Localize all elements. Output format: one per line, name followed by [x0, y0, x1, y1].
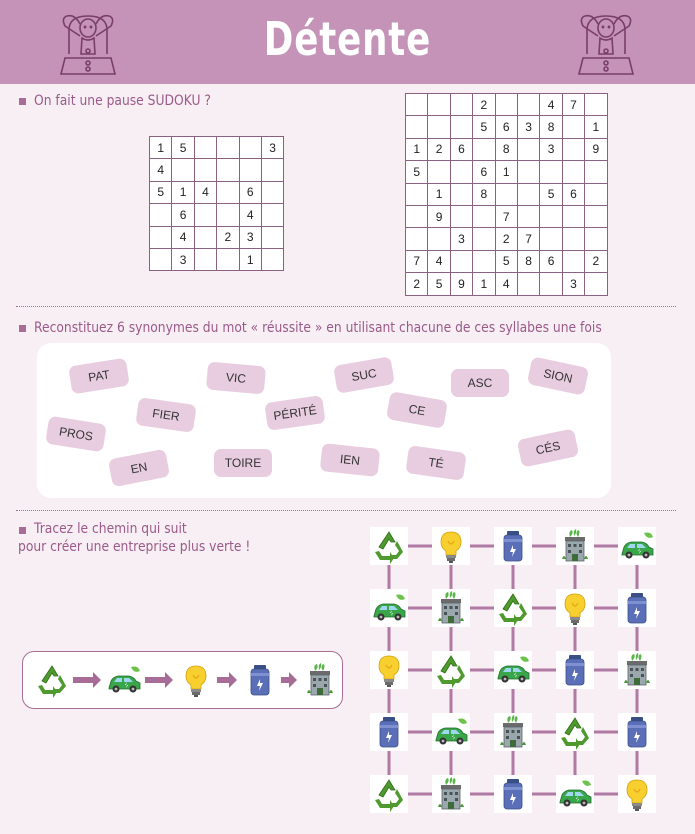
- syllable-tile[interactable]: ASC: [451, 369, 509, 397]
- sudoku-row: [406, 183, 608, 205]
- sudoku-empty-cell[interactable]: [562, 138, 584, 160]
- relaxing-person-icon: [573, 6, 639, 82]
- sudoku-empty-cell[interactable]: [217, 137, 239, 159]
- section-bullet: [19, 527, 26, 534]
- section-bullet: [19, 325, 26, 332]
- sudoku-empty-cell[interactable]: [450, 116, 472, 138]
- sudoku-empty-cell[interactable]: [517, 161, 539, 183]
- sudoku-given-cell: 8: [517, 250, 539, 272]
- right-arrow-icon: [281, 672, 297, 688]
- sudoku-empty-cell[interactable]: [217, 204, 239, 226]
- sudoku-row: [406, 161, 608, 183]
- sudoku-given-cell: 5: [406, 161, 428, 183]
- sudoku-empty-cell[interactable]: [150, 226, 172, 248]
- sudoku-empty-cell[interactable]: [450, 250, 472, 272]
- sudoku-given-cell: 4: [239, 204, 261, 226]
- syllable-tile[interactable]: CÉS: [517, 428, 580, 467]
- battery-icon: [380, 717, 398, 747]
- syllable-tile[interactable]: PROS: [45, 416, 107, 453]
- syllable-tile[interactable]: PÉRITÉ: [264, 395, 325, 431]
- sudoku-given-cell: 3: [172, 248, 194, 270]
- sudoku-empty-cell[interactable]: [450, 183, 472, 205]
- battery-icon: [628, 593, 646, 623]
- sudoku-given-cell: 5: [540, 183, 562, 205]
- sudoku-given-cell: 2: [585, 250, 607, 272]
- sudoku-given-cell: 2: [406, 273, 428, 295]
- path-sequence-legend: [22, 651, 343, 709]
- sudoku-row: [150, 181, 284, 203]
- sudoku-row: [406, 138, 608, 160]
- sudoku-empty-cell[interactable]: [473, 138, 495, 160]
- sudoku-empty-cell[interactable]: [517, 273, 539, 295]
- syllable-tile[interactable]: CE: [386, 391, 448, 429]
- sudoku-empty-cell[interactable]: [585, 161, 607, 183]
- sudoku-given-cell: 8: [495, 138, 517, 160]
- sudoku-empty-cell[interactable]: [261, 159, 283, 181]
- sudoku-empty-cell[interactable]: [261, 181, 283, 203]
- sudoku-empty-cell[interactable]: [540, 228, 562, 250]
- sudoku-given-cell: 7: [562, 94, 584, 116]
- battery-icon: [504, 531, 522, 561]
- sudoku-row: [150, 226, 284, 248]
- sudoku-given-cell: 9: [585, 138, 607, 160]
- sudoku-given-cell: 1: [495, 161, 517, 183]
- sudoku-empty-cell[interactable]: [406, 228, 428, 250]
- sudoku-given-cell: 2: [495, 228, 517, 250]
- sudoku-given-cell: 3: [239, 226, 261, 248]
- sudoku-empty-cell[interactable]: [194, 137, 216, 159]
- sudoku-given-cell: 3: [517, 116, 539, 138]
- header-banner: [0, 0, 695, 84]
- syllable-tile[interactable]: PAT: [68, 358, 130, 395]
- sudoku-given-cell: 7: [517, 228, 539, 250]
- sudoku-given-cell: 5: [150, 181, 172, 203]
- sudoku-empty-cell[interactable]: [428, 161, 450, 183]
- sudoku-given-cell: 1: [585, 116, 607, 138]
- sudoku-given-cell: 3: [540, 138, 562, 160]
- battery-icon: [251, 665, 269, 695]
- sudoku-given-cell: 6: [239, 181, 261, 203]
- sudoku-empty-cell[interactable]: [406, 116, 428, 138]
- syllable-tile[interactable]: VIC: [206, 362, 266, 395]
- sudoku-given-cell: 4: [540, 94, 562, 116]
- sudoku-empty-cell[interactable]: [428, 228, 450, 250]
- syllables-box: [37, 343, 611, 498]
- sudoku-row: [406, 250, 608, 272]
- sudoku-given-cell: 2: [473, 94, 495, 116]
- sudoku-empty-cell[interactable]: [150, 204, 172, 226]
- sudoku-empty-cell[interactable]: [428, 94, 450, 116]
- sudoku-empty-cell[interactable]: [261, 248, 283, 270]
- sudoku-given-cell: 1: [406, 138, 428, 160]
- sudoku-given-cell: 5: [473, 116, 495, 138]
- synonyms-section-title: Reconstituez 6 synonymes du mot « réussite » en utilisant chacune de ces syllabes une fois: [34, 320, 602, 336]
- sudoku-empty-cell[interactable]: [261, 226, 283, 248]
- battery-icon: [566, 655, 584, 685]
- sudoku-empty-cell[interactable]: [217, 159, 239, 181]
- recycle-icon: [38, 666, 66, 698]
- sudoku-empty-cell[interactable]: [217, 248, 239, 270]
- sudoku-given-cell: 6: [562, 183, 584, 205]
- dotted-separator: [16, 306, 676, 307]
- dotted-separator: [16, 510, 676, 511]
- sudoku-row: [150, 137, 284, 159]
- sudoku-given-cell: 7: [495, 205, 517, 227]
- syllable-tile[interactable]: IEN: [320, 443, 381, 477]
- sudoku-row: [406, 116, 608, 138]
- sudoku-empty-cell[interactable]: [172, 159, 194, 181]
- sudoku-given-cell: 6: [473, 161, 495, 183]
- sudoku-given-cell: 3: [261, 137, 283, 159]
- sudoku-empty-cell[interactable]: [239, 159, 261, 181]
- sudoku-empty-cell[interactable]: [562, 228, 584, 250]
- sudoku-empty-cell[interactable]: [406, 183, 428, 205]
- sudoku-given-cell: 2: [428, 138, 450, 160]
- sudoku-given-cell: 1: [239, 248, 261, 270]
- sudoku-row: [406, 228, 608, 250]
- right-arrow-icon: [145, 672, 173, 688]
- sudoku-empty-cell[interactable]: [585, 183, 607, 205]
- sudoku-empty-cell[interactable]: [239, 137, 261, 159]
- sudoku-empty-cell[interactable]: [194, 204, 216, 226]
- sudoku-empty-cell[interactable]: [473, 205, 495, 227]
- bulb-icon: [186, 666, 206, 697]
- sudoku-empty-cell[interactable]: [562, 250, 584, 272]
- sudoku-empty-cell[interactable]: [194, 248, 216, 270]
- sudoku-given-cell: 4: [428, 250, 450, 272]
- sequence-row: [23, 652, 342, 708]
- sudoku-empty-cell[interactable]: [261, 204, 283, 226]
- sudoku-empty-cell[interactable]: [406, 94, 428, 116]
- syllable-tile[interactable]: FIER: [135, 397, 196, 433]
- sudoku-given-cell: 8: [473, 183, 495, 205]
- sudoku-given-cell: 3: [562, 273, 584, 295]
- sudoku-empty-cell[interactable]: [495, 94, 517, 116]
- sudoku-given-cell: 9: [450, 273, 472, 295]
- section-bullet: [19, 98, 26, 105]
- sudoku-empty-cell[interactable]: [473, 228, 495, 250]
- sudoku-empty-cell[interactable]: [517, 183, 539, 205]
- sudoku-large-grid: [405, 93, 608, 296]
- sudoku-empty-cell[interactable]: [406, 205, 428, 227]
- syllable-tile[interactable]: EN: [108, 449, 170, 488]
- battery-icon: [504, 779, 522, 809]
- electric-car-icon: [109, 667, 140, 693]
- syllable-tile[interactable]: TÉ: [405, 445, 466, 481]
- syllable-tile[interactable]: TOIRE: [214, 449, 272, 477]
- path-section-title-line2: pour créer une entreprise plus verte !: [18, 539, 251, 555]
- sudoku-empty-cell[interactable]: [540, 273, 562, 295]
- sudoku-row: [406, 94, 608, 116]
- sudoku-section-title: On fait une pause SUDOKU ?: [34, 93, 211, 109]
- sudoku-empty-cell[interactable]: [517, 94, 539, 116]
- sudoku-empty-cell[interactable]: [517, 205, 539, 227]
- sudoku-given-cell: 5: [172, 137, 194, 159]
- sudoku-given-cell: 6: [172, 204, 194, 226]
- sudoku-empty-cell[interactable]: [194, 159, 216, 181]
- sudoku-given-cell: 6: [540, 250, 562, 272]
- sudoku-empty-cell[interactable]: [562, 116, 584, 138]
- sudoku-empty-cell[interactable]: [585, 273, 607, 295]
- right-arrow-icon: [217, 672, 237, 688]
- sudoku-given-cell: 3: [450, 228, 472, 250]
- sudoku-given-cell: 1: [150, 137, 172, 159]
- path-section-title-line1: Tracez le chemin qui suit: [34, 521, 187, 537]
- sudoku-given-cell: 1: [172, 181, 194, 203]
- sudoku-given-cell: 4: [194, 181, 216, 203]
- sudoku-empty-cell[interactable]: [540, 205, 562, 227]
- sudoku-given-cell: 5: [495, 250, 517, 272]
- sudoku-empty-cell[interactable]: [585, 94, 607, 116]
- sudoku-given-cell: 4: [495, 273, 517, 295]
- right-arrow-icon: [73, 672, 101, 688]
- sudoku-empty-cell[interactable]: [585, 205, 607, 227]
- sudoku-empty-cell[interactable]: [562, 205, 584, 227]
- sudoku-given-cell: 4: [150, 159, 172, 181]
- sudoku-given-cell: 6: [450, 138, 472, 160]
- sudoku-empty-cell[interactable]: [585, 228, 607, 250]
- sudoku-empty-cell[interactable]: [540, 161, 562, 183]
- sudoku-row: [150, 248, 284, 270]
- sudoku-empty-cell[interactable]: [517, 138, 539, 160]
- sudoku-row: [150, 204, 284, 226]
- sudoku-given-cell: 1: [473, 273, 495, 295]
- sudoku-row: [406, 273, 608, 295]
- sudoku-empty-cell[interactable]: [150, 248, 172, 270]
- sudoku-given-cell: 5: [428, 273, 450, 295]
- sudoku-given-cell: 4: [172, 226, 194, 248]
- sudoku-empty-cell[interactable]: [562, 161, 584, 183]
- sudoku-given-cell: 6: [495, 116, 517, 138]
- sudoku-empty-cell[interactable]: [495, 183, 517, 205]
- sudoku-given-cell: 8: [540, 116, 562, 138]
- syllable-tile[interactable]: SION: [527, 356, 590, 395]
- syllable-tile[interactable]: SUC: [333, 356, 395, 394]
- sudoku-empty-cell[interactable]: [217, 181, 239, 203]
- sudoku-given-cell: 7: [406, 250, 428, 272]
- sudoku-empty-cell[interactable]: [450, 205, 472, 227]
- path-maze-grid: [368, 525, 658, 820]
- sudoku-empty-cell[interactable]: [450, 94, 472, 116]
- sudoku-given-cell: 9: [428, 205, 450, 227]
- sudoku-empty-cell[interactable]: [194, 226, 216, 248]
- sudoku-empty-cell[interactable]: [473, 250, 495, 272]
- sudoku-empty-cell[interactable]: [428, 116, 450, 138]
- battery-icon: [628, 717, 646, 747]
- sudoku-row: [150, 159, 284, 181]
- sudoku-given-cell: 1: [428, 183, 450, 205]
- sudoku-small-grid: [149, 136, 284, 271]
- green-building-icon: [307, 663, 333, 695]
- sudoku-given-cell: 2: [217, 226, 239, 248]
- page-title: Détente: [263, 12, 432, 66]
- sudoku-row: [406, 205, 608, 227]
- sudoku-empty-cell[interactable]: [450, 161, 472, 183]
